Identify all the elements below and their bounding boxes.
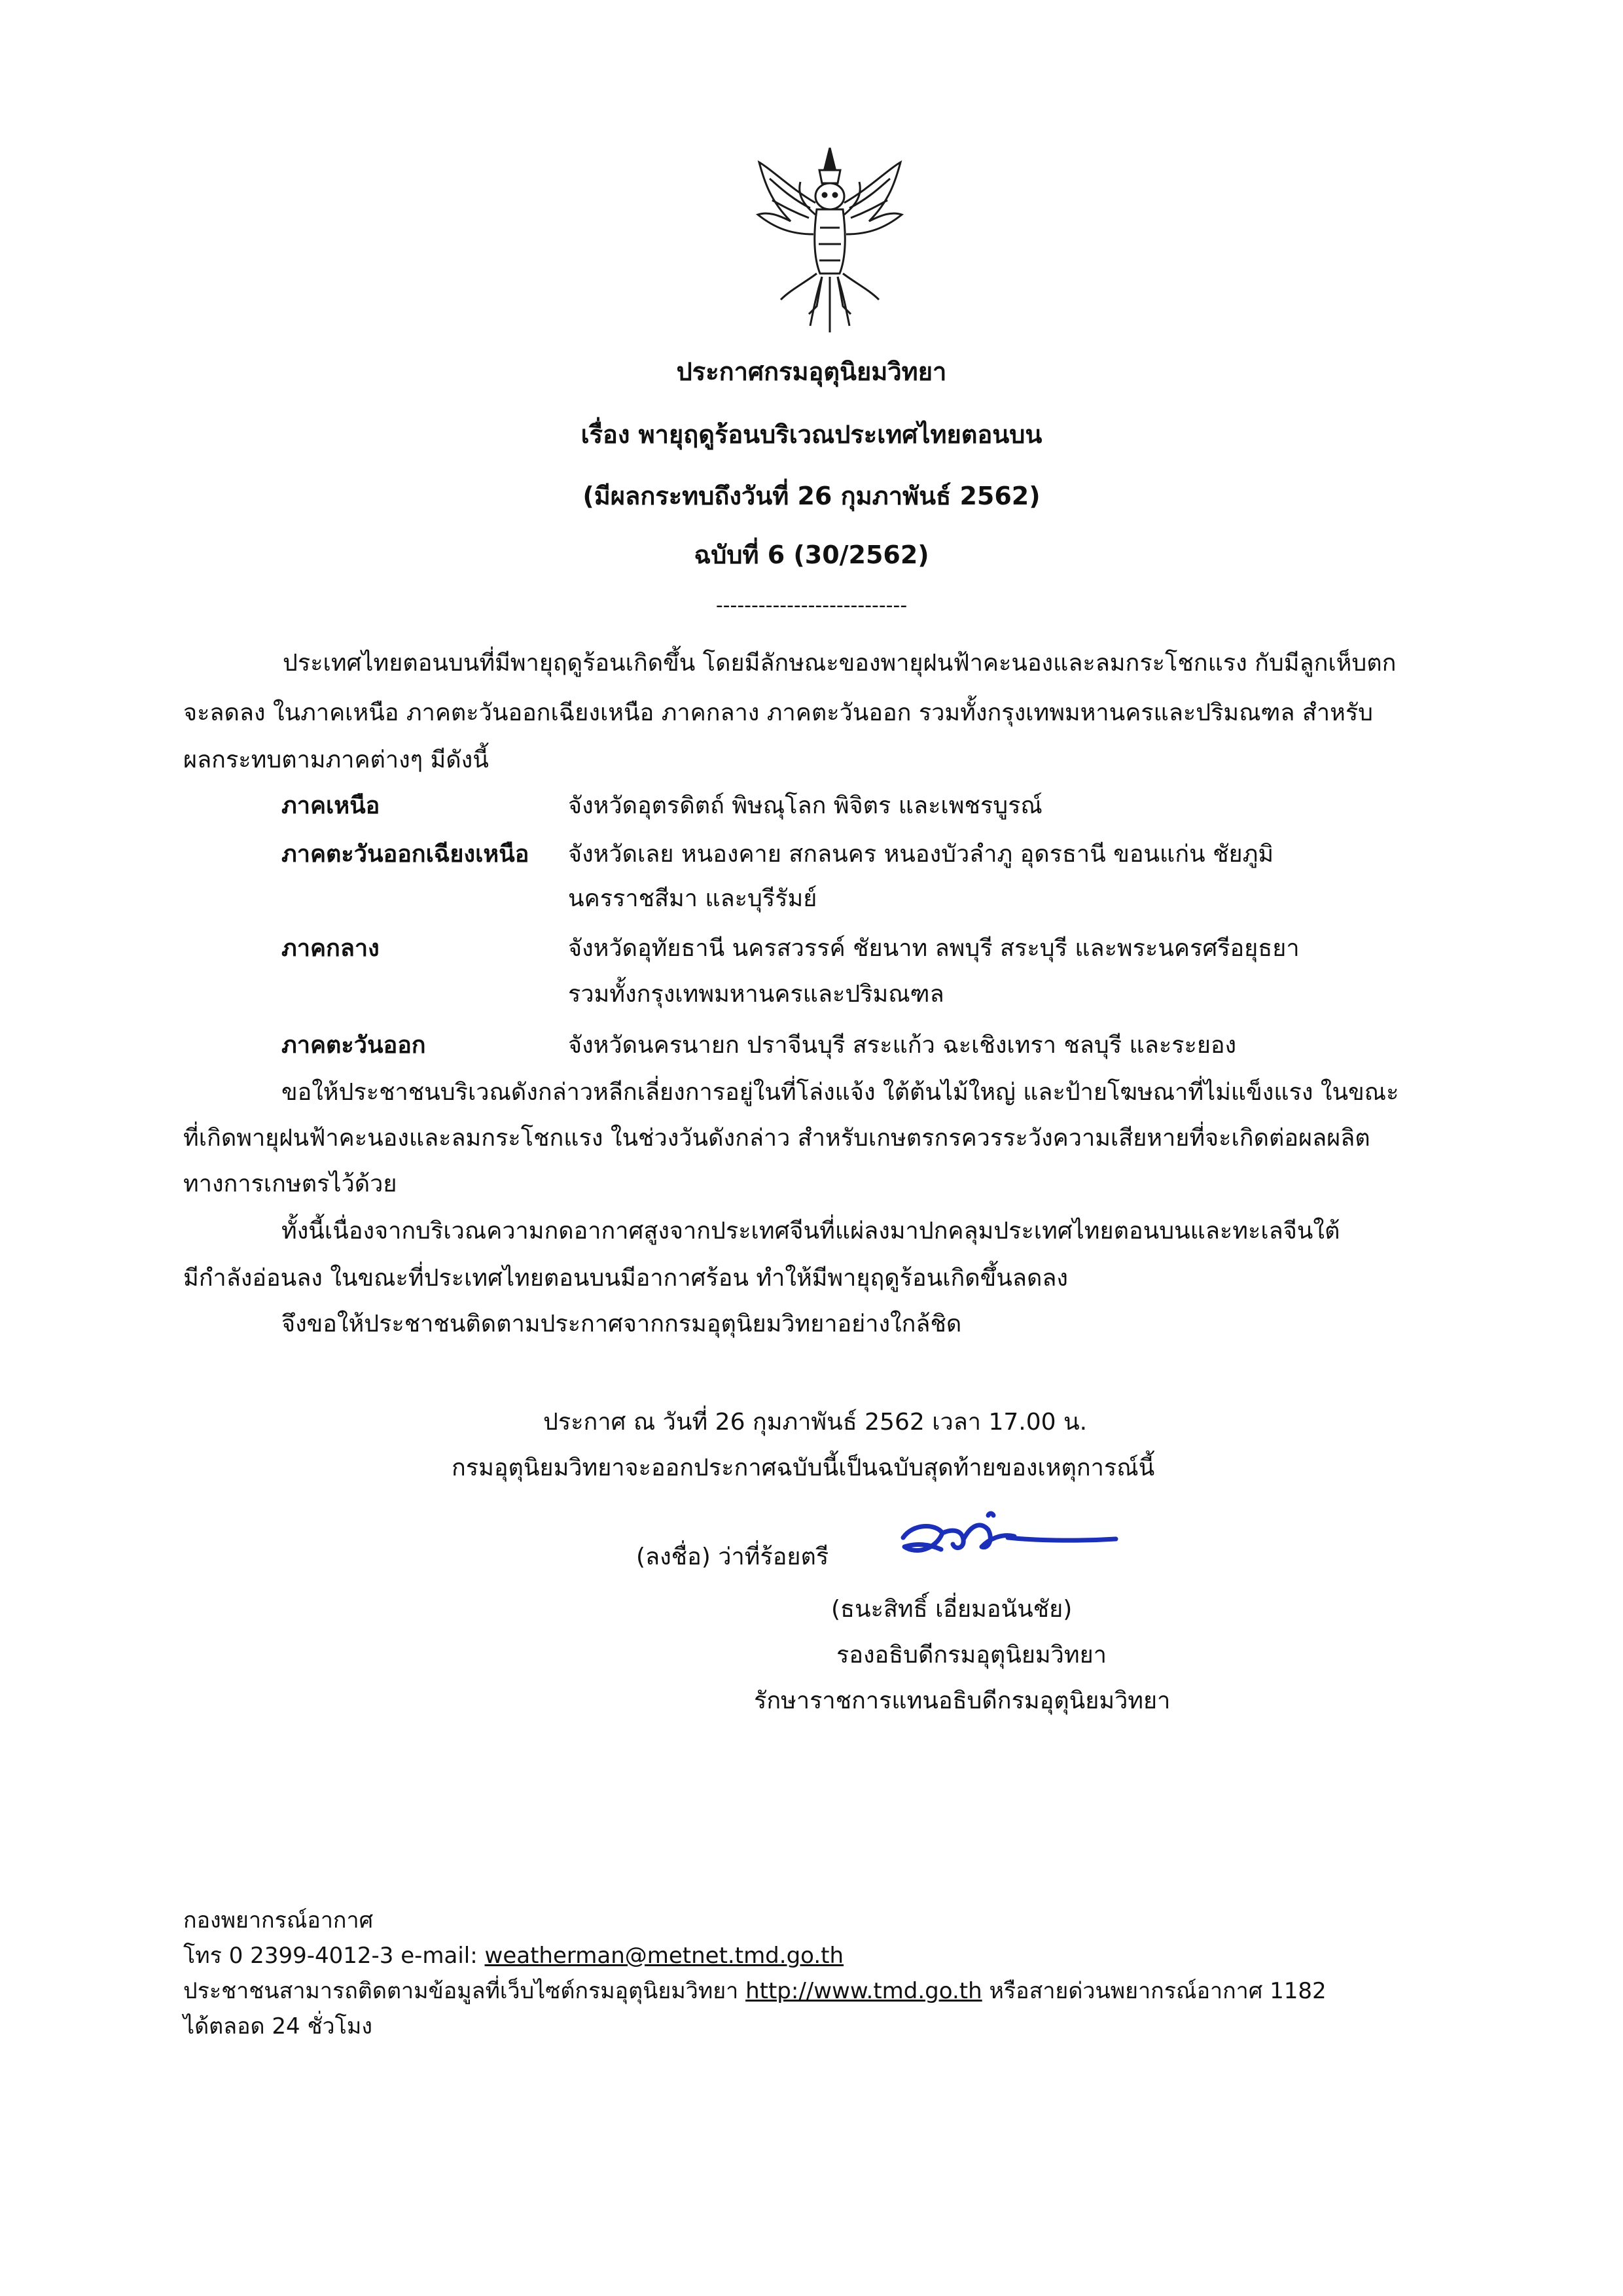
footer-web-prefix: ประชาชนสามารถติดตามข้อมูลที่เว็บไซต์กรมอุตุนิยมวิทยา (183, 1978, 746, 2004)
signer-position: รองอธิบดีกรมอุตุนิยมวิทยา (836, 1642, 1107, 1669)
region-provinces-north: จังหวัดอุตรดิตถ์ พิษณุโลก พิจิตร และเพชรบูรณ์ (568, 792, 1043, 819)
email-link[interactable]: weatherman@metnet.tmd.go.th (484, 1943, 844, 1969)
footer-hours: ได้ตลอด 24 ชั่วโมง (183, 2013, 372, 2040)
divider: --------------------------- (715, 594, 908, 617)
announcement-date: ประกาศ ณ วันที่ 26 กุมภาพันธ์ 2562 เวลา 17.00 น. (543, 1409, 1088, 1436)
region-provinces-central-cont: รวมทั้งกรุงเทพมหานครและปริมณฑล (568, 981, 944, 1008)
footer-division: กองพยากรณ์อากาศ (183, 1907, 374, 1934)
intro-line-3: ผลกระทบตามภาคต่างๆ มีดังนี้ (183, 747, 489, 773)
footer-phone: โทร 0 2399-4012-3 e-mail: (183, 1943, 485, 1969)
region-provinces-central: จังหวัดอุทัยธานี นครสวรรค์ ชัยนาท ลพบุรี สระบุรี และพระนครศรีอยุธยา (568, 935, 1300, 962)
document-subject: เรื่อง พายุฤดูร้อนบริเวณประเทศไทยตอนบน (580, 420, 1043, 449)
issue-number: ฉบับที่ 6 (30/2562) (694, 540, 929, 569)
intro-line-1: ประเทศไทยตอนบนที่มีพายุฤดูร้อนเกิดขึ้น โดยมีลักษณะของพายุฝนฟ้าคะนองและลมกระโชกแรง กับมีลูกเห็บตก (283, 650, 1397, 677)
region-label-central: ภาคกลาง (281, 935, 380, 962)
region-provinces-northeast: จังหวัดเลย หนองคาย สกลนคร หนองบัวลำภู อุดรธานี ขอนแก่น ชัยภูมิ (568, 841, 1274, 868)
advice-line-3: ทางการเกษตรไว้ด้วย (183, 1171, 397, 1197)
effect-date: (มีผลกระทบถึงวันที่ 26 กุมภาพันธ์ 2562) (582, 482, 1041, 510)
advice-line-2: ที่เกิดพายุฝนฟ้าคะนองและลมกระโชกแรง ในช่วงวันดังกล่าว สำหรับเกษตรกรควรระวังความเสียหายที่จะเกิดต่อผลผลิต (183, 1125, 1370, 1152)
document-title: ประกาศกรมอุตุนิยมวิทยา (676, 357, 947, 386)
advice-line-1: ขอให้ประชาชนบริเวณดังกล่าวหลีกเลี่ยงการอยู่ในที่โล่งแจ้ง ใต้ต้นไม้ใหญ่ และป้ายโฆษณาที่ไม่แข็งแรง ในขณะ (281, 1079, 1399, 1106)
cause-line-1: ทั้งนี้เนื่องจากบริเวณความกดอากาศสูงจากประเทศจีนที่แผ่ลงมาปกคลุมประเทศไทยตอนบนและทะเลจีนใต้ (281, 1218, 1340, 1245)
closing-line: จึงขอให้ประชาชนติดตามประกาศจากกรมอุตุนิยมวิทยาอย่างใกล้ชิด (281, 1311, 962, 1337)
handwritten-signature-icon (890, 1504, 1126, 1576)
website-link[interactable]: http://www.tmd.go.th (745, 1978, 982, 2004)
intro-line-2: จะลดลง ในภาคเหนือ ภาคตะวันออกเฉียงเหนือ ภาคกลาง ภาคตะวันออก รวมทั้งกรุงเทพมหานครและปริมณฑล สำหรับ (183, 699, 1374, 726)
footer-website-line (183, 1973, 1327, 2009)
region-label-northeast: ภาคตะวันออกเฉียงเหนือ (281, 841, 529, 868)
region-label-east: ภาคตะวันออก (281, 1032, 426, 1059)
footer-web-suffix: หรือสายด่วนพยากรณ์อากาศ 1182 (982, 1978, 1327, 2004)
signer-acting-position: รักษาราชการแทนอธิบดีกรมอุตุนิยมวิทยา (754, 1687, 1171, 1714)
signed-label: (ลงชื่อ) ว่าที่ร้อยตรี (636, 1544, 829, 1570)
region-provinces-east: จังหวัดนครนายก ปราจีนบุรี สระแก้ว ฉะเชิงเทรา ชลบุรี และระยอง (568, 1032, 1237, 1059)
announcement-final: กรมอุตุนิยมวิทยาจะออกประกาศฉบับนี้เป็นฉบับสุดท้ายของเหตุการณ์นี้ (452, 1455, 1155, 1481)
signer-name: (ธนะสิทธิ์ เอี่ยมอนันชัย) (831, 1596, 1073, 1623)
footer-contact (183, 1938, 844, 1973)
region-label-north: ภาคเหนือ (281, 792, 380, 819)
garuda-emblem-icon (751, 143, 908, 342)
cause-line-2: มีกำลังอ่อนลง ในขณะที่ประเทศไทยตอนบนมีอากาศร้อน ทำให้มีพายุฤดูร้อนเกิดขึ้นลดลง (183, 1265, 1068, 1292)
region-provinces-northeast-cont: นครราชสีมา และบุรีรัมย์ (568, 885, 817, 912)
